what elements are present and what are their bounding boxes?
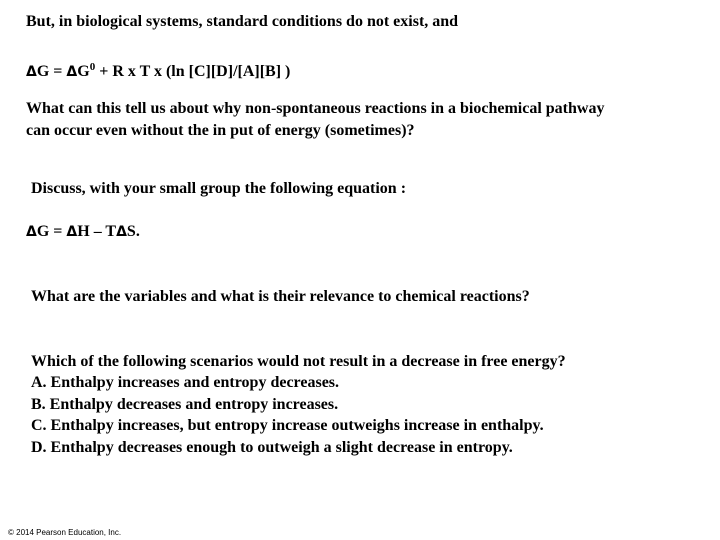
equation-g-equals: G = (36, 63, 67, 80)
copyright-footer: © 2014 Pearson Education, Inc. (8, 528, 122, 537)
delta-symbol: Δ (66, 64, 78, 80)
equation-g: G (77, 63, 90, 80)
equation-g-equals: G = (36, 223, 67, 240)
delta-symbol: Δ (116, 224, 127, 240)
question1-line2: can occur even without the in put of energy (sometimes)? (26, 122, 415, 139)
mcq-option-d: D. Enthalpy decreases enough to outweigh a slight decrease in entropy. (31, 439, 513, 456)
equation-s: S. (126, 223, 140, 240)
mcq-question: Which of the following scenarios would not result in a decrease in free energy? (31, 353, 566, 370)
free-energy-equation (26, 57, 290, 82)
discuss-text: Discuss, with your small group the following equation : (31, 180, 407, 197)
delta-symbol: Δ (26, 224, 37, 240)
intro-text: But, in biological systems, standard conditions do not exist, and (26, 13, 459, 30)
question1-line1: What can this tell us about why non-spontaneous reactions in a biochemical pathway (26, 100, 605, 117)
delta-symbol: Δ (66, 224, 78, 240)
variables-question: What are the variables and what is their relevance to chemical reactions? (31, 288, 530, 305)
delta-symbol: Δ (26, 64, 37, 80)
equation-h-minus-t: H – T (77, 223, 117, 240)
gibbs-equation (26, 222, 140, 242)
superscript-zero: 0 (89, 61, 96, 73)
mcq-option-b: B. Enthalpy decreases and entropy increases. (31, 396, 339, 413)
equation-rest: + R x T x (ln [C][D]/[A][B] ) (95, 63, 291, 80)
mcq-option-c: C. Enthalpy increases, but entropy increase outweighs increase in enthalpy. (31, 417, 544, 434)
mcq-option-a: A. Enthalpy increases and entropy decreases. (31, 374, 340, 391)
